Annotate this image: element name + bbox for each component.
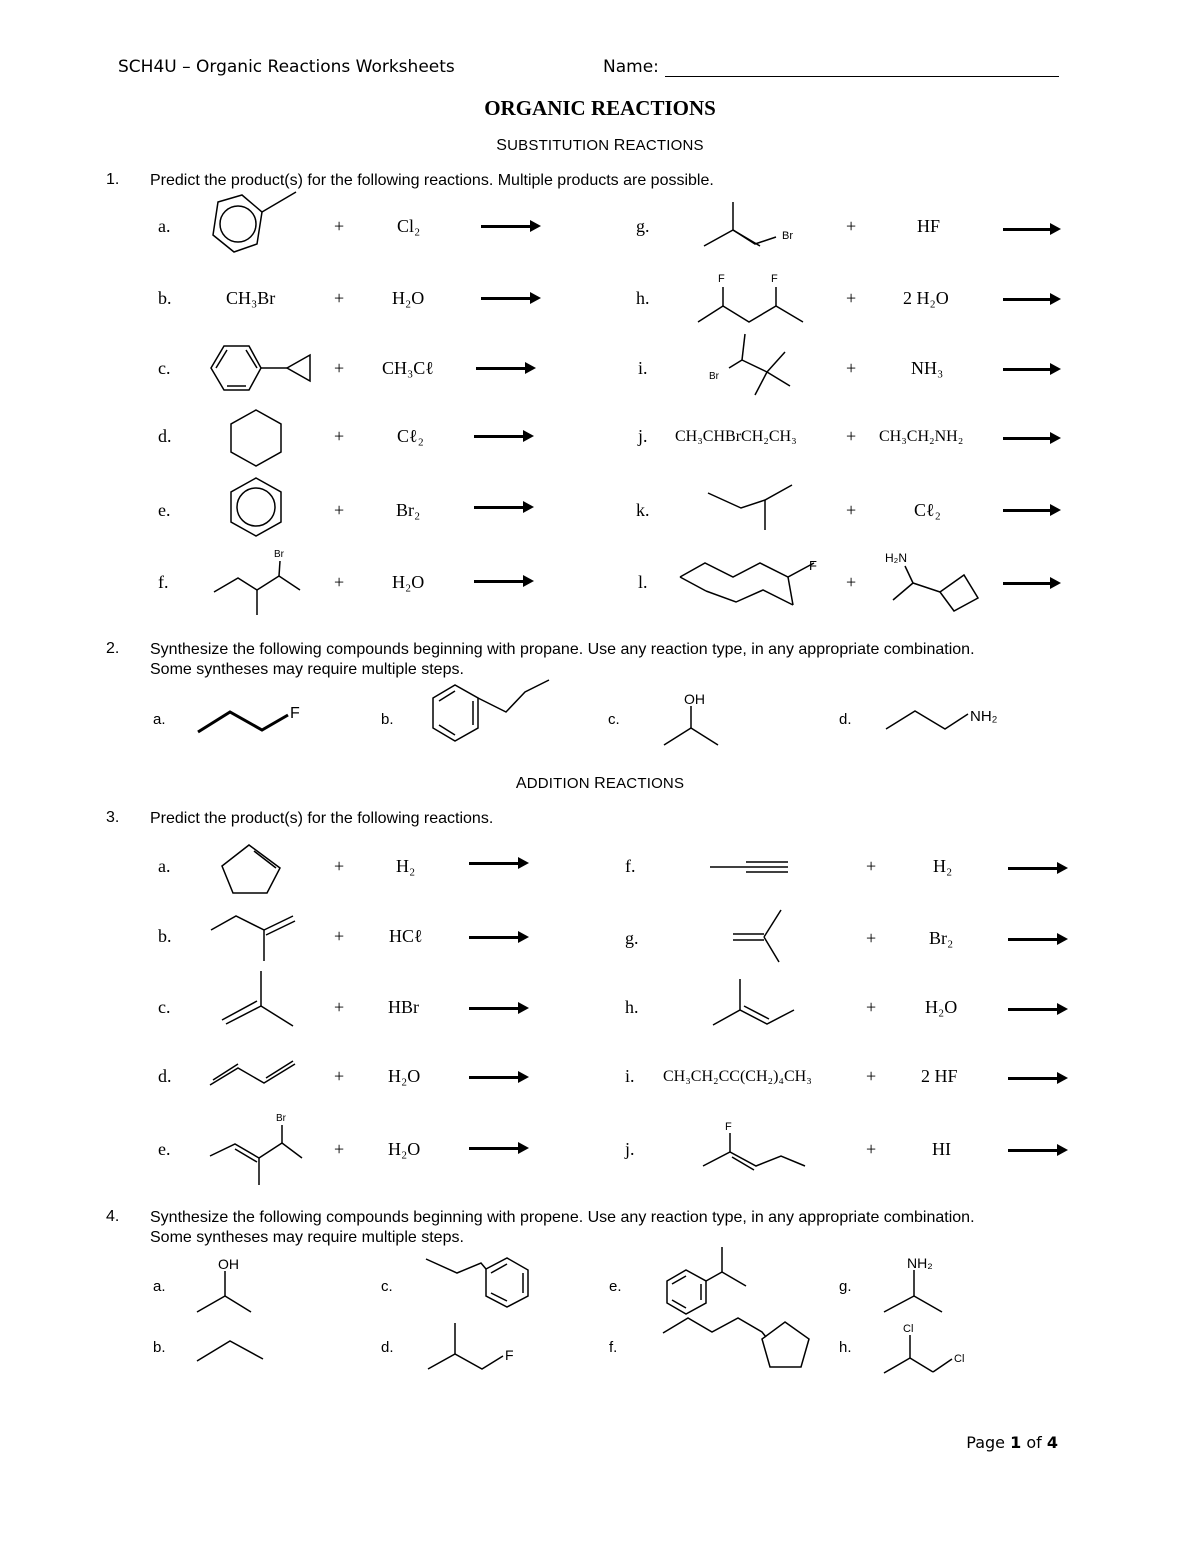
plus-sign: +	[334, 500, 345, 520]
reagent-3g: Br₂	[929, 928, 954, 948]
q1-label-b: b.	[158, 288, 172, 308]
q4-label-h: h.	[839, 1339, 852, 1356]
cumene-structure	[667, 1247, 746, 1314]
plus-sign: +	[334, 856, 345, 876]
page-number: Page 1 of 4	[966, 1433, 1058, 1452]
q2-label-b: b.	[381, 711, 394, 728]
plus-sign: +	[846, 500, 857, 520]
alkylcyclopentane-structure	[663, 1318, 809, 1367]
plus-sign: +	[846, 216, 857, 236]
q1-label-g: g.	[636, 216, 650, 236]
atom-label: H₂N	[885, 551, 907, 565]
atom-label: Cl	[903, 1323, 914, 1335]
reagent-1k: Cℓ₂	[914, 500, 941, 520]
q4-label-b: b.	[153, 1339, 166, 1356]
q3-number: 3.	[106, 809, 120, 826]
q4-label-g: g.	[839, 1278, 852, 1295]
q1-label-d: d.	[158, 426, 172, 446]
reactant-1j: CH₃CHBrCH₂CH₃	[675, 428, 797, 445]
plus-sign: +	[866, 928, 877, 948]
fluoroalkane-structure	[428, 1323, 514, 1369]
q4-text: Synthesize the following compounds beginning with propene. Use any reaction type, in any appropriate combination. Some syntheses may require multiple steps.	[150, 1209, 975, 1246]
atom-label: Br	[709, 371, 719, 382]
q3-label-g: g.	[625, 928, 639, 948]
atom-label: OH	[684, 691, 705, 707]
q2-label-a: a.	[153, 711, 166, 728]
q4-label-c: c.	[381, 1278, 393, 1295]
plus-sign: +	[334, 358, 345, 378]
reagent-1h: 2 H₂O	[903, 288, 949, 308]
name-label: Name:	[603, 57, 659, 77]
reactant-1b: CH₃Br	[226, 288, 276, 308]
plus-sign: +	[334, 572, 345, 592]
atom-label: Br	[274, 549, 284, 560]
q3-label-a: a.	[158, 856, 171, 876]
q3-label-h: h.	[625, 997, 639, 1017]
atom-label: OH	[218, 1256, 239, 1272]
reagent-3c: HBr	[388, 997, 419, 1017]
atom-label: NH₂	[970, 708, 998, 725]
reagent-1c: CH₃Cℓ	[382, 358, 434, 378]
dichloropropane-structure	[884, 1323, 964, 1373]
q3-label-e: e.	[158, 1139, 171, 1159]
atom-label: F	[290, 705, 300, 722]
reagent-3a: H₂	[396, 856, 416, 876]
q1-number: 1.	[106, 171, 120, 188]
reagent-3f: H₂	[933, 856, 953, 876]
reagent-3j: HI	[932, 1139, 951, 1159]
reagent-3d: H₂O	[388, 1066, 421, 1086]
plus-sign: +	[334, 1066, 345, 1086]
q1-label-c: c.	[158, 358, 171, 378]
plus-sign: +	[334, 1139, 345, 1159]
plus-sign: +	[334, 288, 345, 308]
reagent-1f: H₂O	[392, 572, 425, 592]
atom-label: F	[771, 273, 778, 285]
plus-sign: +	[846, 572, 857, 592]
atom-label: Cl	[954, 1353, 965, 1365]
plus-sign: +	[846, 288, 857, 308]
isopropanol-structure	[197, 1256, 251, 1312]
reagent-1i: NH₃	[911, 358, 944, 378]
q3-label-c: c.	[158, 997, 171, 1017]
q3-text: Predict the product(s) for the following reactions.	[150, 810, 494, 827]
q2-text: Synthesize the following compounds beginning with propane. Use any reaction type, in any appropriate combination. Some syntheses may require multiple steps.	[150, 641, 975, 678]
q4-label-d: d.	[381, 1339, 394, 1356]
q4-label-f: f.	[609, 1339, 618, 1356]
reagent-1a: Cl₂	[397, 216, 421, 236]
plus-sign: +	[334, 426, 345, 446]
reagent-3e: H₂O	[388, 1139, 421, 1159]
q1-label-a: a.	[158, 216, 171, 236]
plus-sign: +	[866, 856, 877, 876]
plus-sign: +	[846, 358, 857, 378]
q3-label-j: j.	[625, 1139, 635, 1159]
q4-label-a: a.	[153, 1278, 166, 1295]
reactant-3i: CH₃CH₂CC(CH₂)₄CH₃	[663, 1068, 812, 1085]
atom-label: Br	[782, 230, 793, 242]
section-substitution: SUBSTITUTION REACTIONS	[496, 137, 704, 154]
q1-text: Predict the product(s) for the following reactions. Multiple products are possible.	[150, 172, 714, 189]
reagent-1e: Br₂	[396, 500, 421, 520]
plus-sign: +	[334, 216, 345, 236]
q1-label-e: e.	[158, 500, 171, 520]
plus-sign: +	[334, 926, 345, 946]
isopropylamine-structure	[884, 1255, 942, 1312]
reagent-1j: CH₃CH₂NH₂	[879, 428, 964, 445]
reagent-3h: H₂O	[925, 997, 958, 1017]
q4-label-e: e.	[609, 1278, 622, 1295]
q1-label-j: j.	[638, 426, 648, 446]
section-addition: ADDITION REACTIONS	[515, 775, 685, 792]
q1-label-h: h.	[636, 288, 650, 308]
plus-sign: +	[334, 997, 345, 1017]
course-title: SCH4U – Organic Reactions Worksheets	[118, 57, 455, 77]
q3-label-i: i.	[625, 1066, 635, 1086]
q4-number: 4.	[106, 1208, 120, 1225]
reagent-1g: HF	[917, 216, 941, 236]
reagent-3i: 2 HF	[921, 1066, 958, 1086]
plus-sign: +	[866, 1066, 877, 1086]
atom-label: F	[505, 1347, 514, 1363]
reagent-1b: H₂O	[392, 288, 425, 308]
reagent-3b: HCℓ	[389, 926, 423, 946]
q3-label-f: f.	[625, 856, 636, 876]
q2-number: 2.	[106, 640, 120, 657]
plus-sign: +	[866, 997, 877, 1017]
atom-label: F	[809, 558, 817, 573]
plus-sign: +	[846, 426, 857, 446]
q2-label-c: c.	[608, 711, 620, 728]
atom-label: F	[718, 273, 725, 285]
q1-label-i: i.	[638, 358, 648, 378]
propylbenzene-structure	[426, 1258, 528, 1307]
atom-label: Br	[276, 1113, 286, 1124]
page-title: ORGANIC REACTIONS	[484, 96, 716, 120]
plus-sign: +	[866, 1139, 877, 1159]
q1-label-f: f.	[158, 572, 169, 592]
q1-label-l: l.	[638, 572, 648, 592]
atom-label: F	[725, 1121, 732, 1133]
atom-label: NH₂	[907, 1255, 933, 1271]
reagent-1d: Cℓ₂	[397, 426, 424, 446]
propane-structure	[197, 1341, 263, 1361]
q2-label-d: d.	[839, 711, 852, 728]
q1-label-k: k.	[636, 500, 650, 520]
q3-label-d: d.	[158, 1066, 172, 1086]
q3-label-b: b.	[158, 926, 172, 946]
